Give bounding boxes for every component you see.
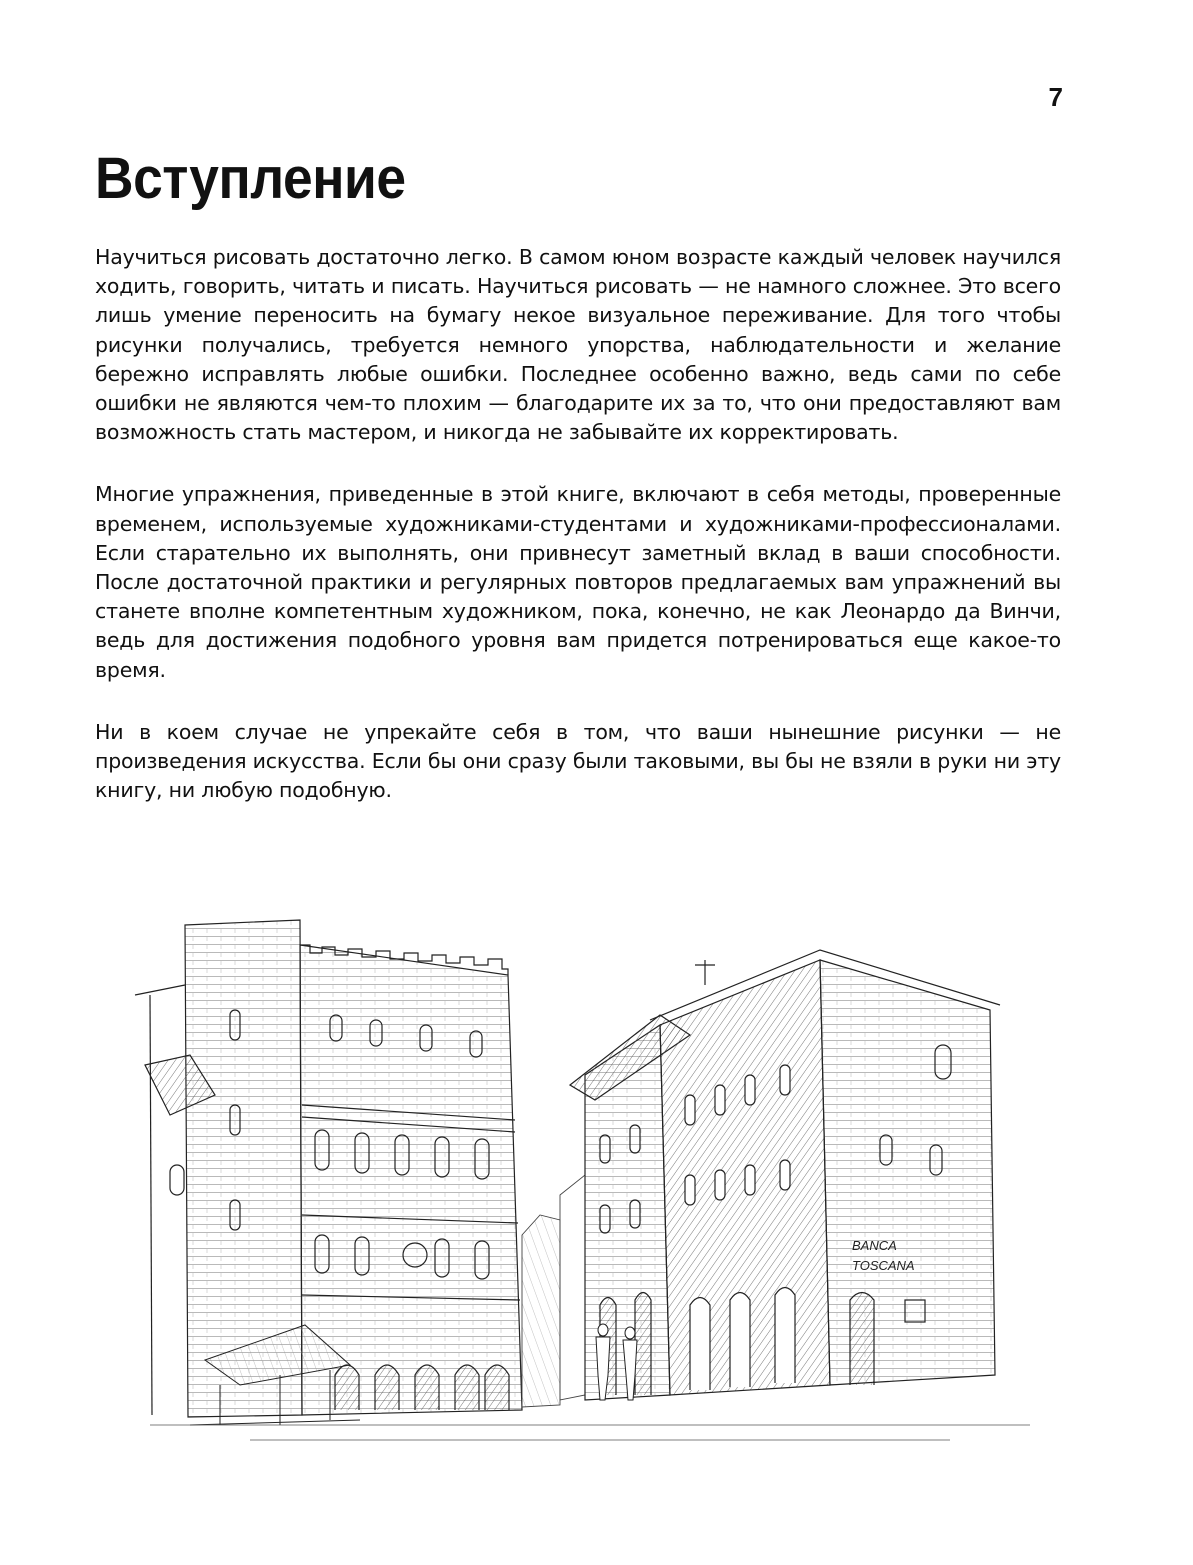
street-sketch-illustration xyxy=(130,905,1050,1455)
palazzo-building xyxy=(300,945,522,1415)
body-text xyxy=(95,243,1061,838)
paragraph: Многие упражнения, приведенные в этой книге, включают в себя методы, проверенные временем, используемые художниками-студентами и художниками-профессионалами. Если старательно их выполнять, они привнесут заметный вклад в ваши способности. После достаточной практики и регулярных повторов предлагаемых вам упражнений вы станете вполне компетентным художником, пока, конечно, не как Леонардо да Винчи, ведь для достижения подобного уровня вам придется потренироваться еще какое-то время. xyxy=(95,482,1061,682)
bank-sign-line-2: TOSCANA xyxy=(852,1258,915,1273)
paragraph: Ни в коем случае не упрекайте себя в том, что ваши нынешние рисунки — не произведения искусства. Если бы они сразу были таковыми, вы бы не взяли в руки ни эту книгу, ни любую подобную. xyxy=(95,719,1061,803)
page-number: 7 xyxy=(1048,82,1063,112)
page-title: Вступление xyxy=(95,146,406,211)
right-corner-building xyxy=(650,950,1000,1395)
distant-buildings xyxy=(522,1175,585,1407)
bank-sign-line-1: BANCA xyxy=(852,1238,897,1253)
ground-lines xyxy=(150,1425,1030,1440)
paragraph: Научиться рисовать достаточно легко. В самом юном возрасте каждый человек научился ходить, говорить, читать и писать. Научиться рисовать — не намного сложнее. Это всего лишь умение переносить на бумагу некое визуальное переживание. Для того чтобы рисунки получались, требуется немного упорства, наблюдательности и желание бережно исправлять любые ошибки. Последнее особенно важно, ведь сами по себе ошибки не являются чем-то плохим — благодарите их за то, что они предоставляют вам возможность стать мастером, и никогда не забывайте их корректировать. xyxy=(95,245,1061,445)
